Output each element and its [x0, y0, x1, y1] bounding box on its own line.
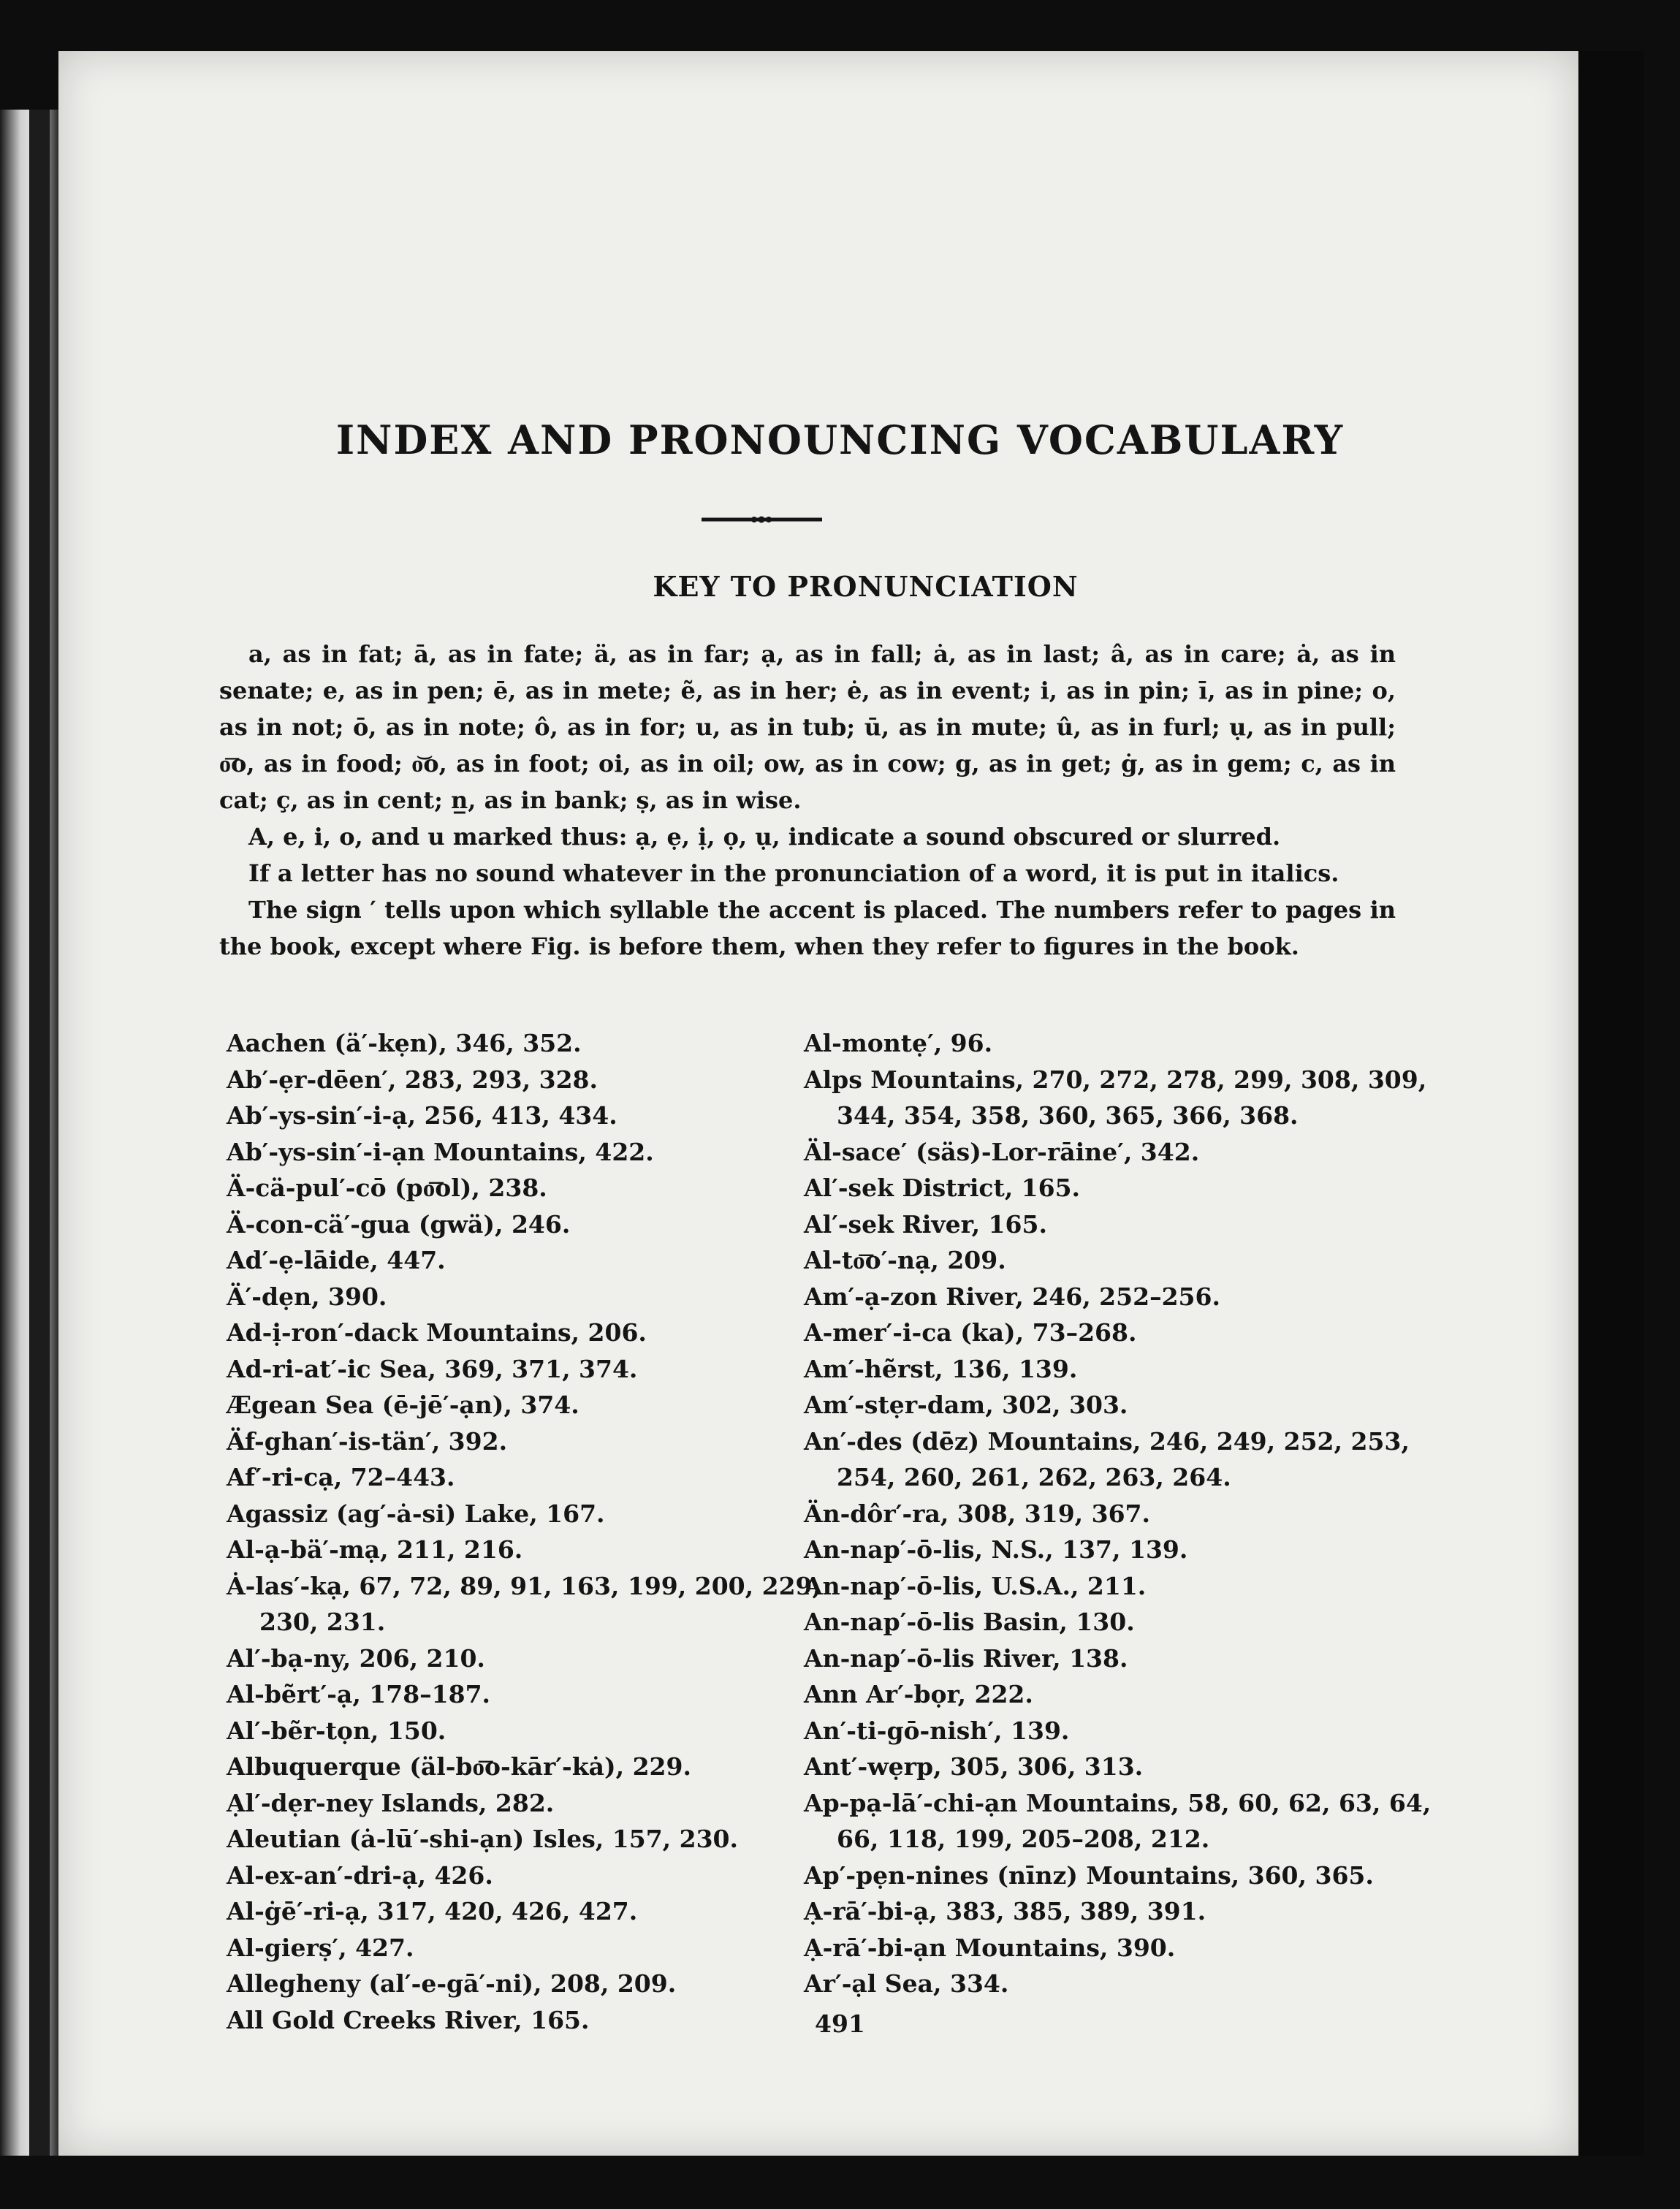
key-paragraph: The sign ′ tells upon which syllable the accent is placed. The numbers refer to pages in the book, except where Fig. is before them, when they refer to figures in the book.	[219, 896, 1396, 960]
index-entry: Al′-sek River, 165.	[804, 1209, 1047, 1239]
pronunciation-key	[219, 636, 1396, 965]
key-paragraph: If a letter has no sound whatever in the pronunciation of a word, it is put in italics.	[248, 859, 1339, 887]
right-dark-margin	[1578, 51, 1644, 2156]
index-entry: Allegheny (al′-e-gā′-ni), 208, 209.	[227, 1969, 677, 1998]
index-entry: Äf-ghan′-is-tän′, 392.	[227, 1426, 508, 1456]
index-entry: Am′-hẽrst, 136, 139.	[804, 1354, 1078, 1383]
index-column-right	[804, 1025, 1462, 2002]
index-entry: Ä′-dẹn, 390.	[227, 1282, 387, 1311]
index-entry: Aleutian (ȧ-lū′-shi-ạn) Isles, 157, 230.	[227, 1825, 739, 1853]
index-entry: Än-dôr′-ra, 308, 319, 367.	[804, 1499, 1151, 1528]
title-ornament	[702, 516, 822, 523]
index-entry: Ad-ị-ron′-dack Mountains, 206.	[227, 1318, 647, 1347]
index-entry: Ant′-wẹrp, 305, 306, 313.	[804, 1752, 1144, 1781]
index-entry: Ä-cä-pul′-cō (po͞ol), 238.	[227, 1174, 547, 1202]
index-entry: Ạ-rā′-bi-ạn Mountains, 390.	[804, 1933, 1176, 1962]
index-entry: An-nap′-ō-lis Basin, 130.	[804, 1608, 1135, 1636]
index-entry: Al-ex-an′-dri-ạ, 426.	[227, 1860, 493, 1890]
index-entry: Al-to͞o′-nạ, 209.	[804, 1246, 1006, 1274]
index-entry: Aachen (ä′-kẹn), 346, 352.	[227, 1029, 582, 1057]
index-entry: Al-ġē′-ri-ạ, 317, 420, 426, 427.	[227, 1897, 638, 1925]
index-entry: Ab′-ys-sin′-i-ạ, 256, 413, 434.	[227, 1101, 617, 1130]
key-paragraph: a, as in fat; ā, as in fate; ä, as in far; ạ, as in fall; ȧ, as in last; â, as in care; ȧ, as in senate; e, as in pen; ē, as in mete; ẽ, as in her; ė, as in event; i, as in pin; ī, as in pine; o, as in not; ō, as in note; ô, as in for; u, as in tub; ū, as in mute; û, as in furl; ụ, as in pull; o͞o, as in food; o͝o, as in foot; oi, as in oil; ow, as in cow; g, as in get; ġ, as in gem; c, as in cat; ç, as in cent; n̲, as in bank; ṣ, as in wise.	[219, 640, 1396, 814]
index-entry: Agassiz (ag′-ȧ-si) Lake, 167.	[227, 1499, 605, 1528]
index-entry: An-nap′-ō-lis, U.S.A., 211.	[804, 1571, 1147, 1600]
index-entry: Am′-ạ-zon River, 246, 252–256.	[804, 1282, 1220, 1311]
index-entry: Al-bẽrt′-ạ, 178–187.	[227, 1680, 491, 1708]
index-entry: Al′-bẽr-tọn, 150.	[227, 1716, 446, 1745]
index-entry: Ab′-ẹr-dēen′, 283, 293, 328.	[227, 1065, 598, 1094]
index-entry: Ȧ-las′-kạ, 67, 72, 89, 91, 163, 199, 200, 229, 230, 231.	[227, 1571, 821, 1636]
index-entry: Äl-sace′ (säs)-Lor-rāine′, 342.	[804, 1137, 1200, 1166]
index-entry: Ap-pạ-lā′-chi-ạn Mountains, 58, 60, 62, 63, 64, 66, 118, 199, 205–208, 212.	[804, 1788, 1432, 1853]
index-entry: Al-montẹ′, 96.	[804, 1029, 993, 1057]
index-entry: Ar′-ạl Sea, 334.	[804, 1969, 1009, 1998]
index-entry: Af′-ri-cạ, 72–443.	[227, 1463, 455, 1491]
index-entry: Am′-stẹr-dam, 302, 303.	[804, 1391, 1128, 1419]
index-entry: Ab′-ys-sin′-i-ạn Mountains, 422.	[227, 1137, 654, 1166]
index-entry: Ad′-ẹ-lāide, 447.	[227, 1246, 446, 1274]
index-entry: Albuquerque (äl-bo͞o-kār′-kȧ), 229.	[227, 1752, 691, 1781]
key-paragraph: A, e, i, o, and u marked thus: ạ, ẹ, ị, ọ, ụ, indicate a sound obscured or slurred.	[248, 823, 1281, 851]
index-entry: An′-des (dēz) Mountains, 246, 249, 252, 253, 254, 260, 261, 262, 263, 264.	[804, 1426, 1410, 1491]
index-entry: All Gold Creeks River, 165.	[227, 2005, 590, 2034]
index-entry: An′-ti-gō-nish′, 139.	[804, 1716, 1070, 1745]
index-entry: Ægean Sea (ē-jē′-ạn), 374.	[227, 1391, 579, 1419]
index-column-left	[227, 1025, 855, 2038]
index-entry: A-mer′-i-ca (ka), 73–268.	[804, 1318, 1137, 1347]
index-entry: Ann Ar′-bọr, 222.	[804, 1680, 1033, 1708]
index-entry: Ap′-pẹn-nines (nīnz) Mountains, 360, 365.	[804, 1860, 1374, 1890]
index-entry: An-nap′-ō-lis, N.S., 137, 139.	[804, 1535, 1188, 1564]
index-entry: An-nap′-ō-lis River, 138.	[804, 1643, 1128, 1673]
index-entry: Ạl′-dẹr-ney Islands, 282.	[227, 1788, 555, 1817]
index-entry: Al′-bạ-ny, 206, 210.	[227, 1643, 485, 1673]
index-entry: Ä-con-cä′-gua (gwä), 246.	[227, 1209, 571, 1239]
index-entry: Al′-sek District, 165.	[804, 1174, 1081, 1202]
index-entry: Al-ạ-bä′-mạ, 211, 216.	[227, 1535, 523, 1564]
page-number: 491	[815, 2010, 865, 2038]
key-heading: KEY TO PRONUNCIATION	[653, 570, 1079, 603]
page-title: INDEX AND PRONOUNCING VOCABULARY	[335, 417, 1345, 463]
index-entry: Ad-ri-at′-ic Sea, 369, 371, 374.	[227, 1354, 638, 1383]
index-entry: Al-gierṣ′, 427.	[227, 1933, 414, 1962]
index-entry: Alps Mountains, 270, 272, 278, 299, 308, 309, 344, 354, 358, 360, 365, 366, 368.	[804, 1065, 1427, 1130]
index-entry: Ạ-rā′-bi-ạ, 383, 385, 389, 391.	[804, 1897, 1206, 1925]
